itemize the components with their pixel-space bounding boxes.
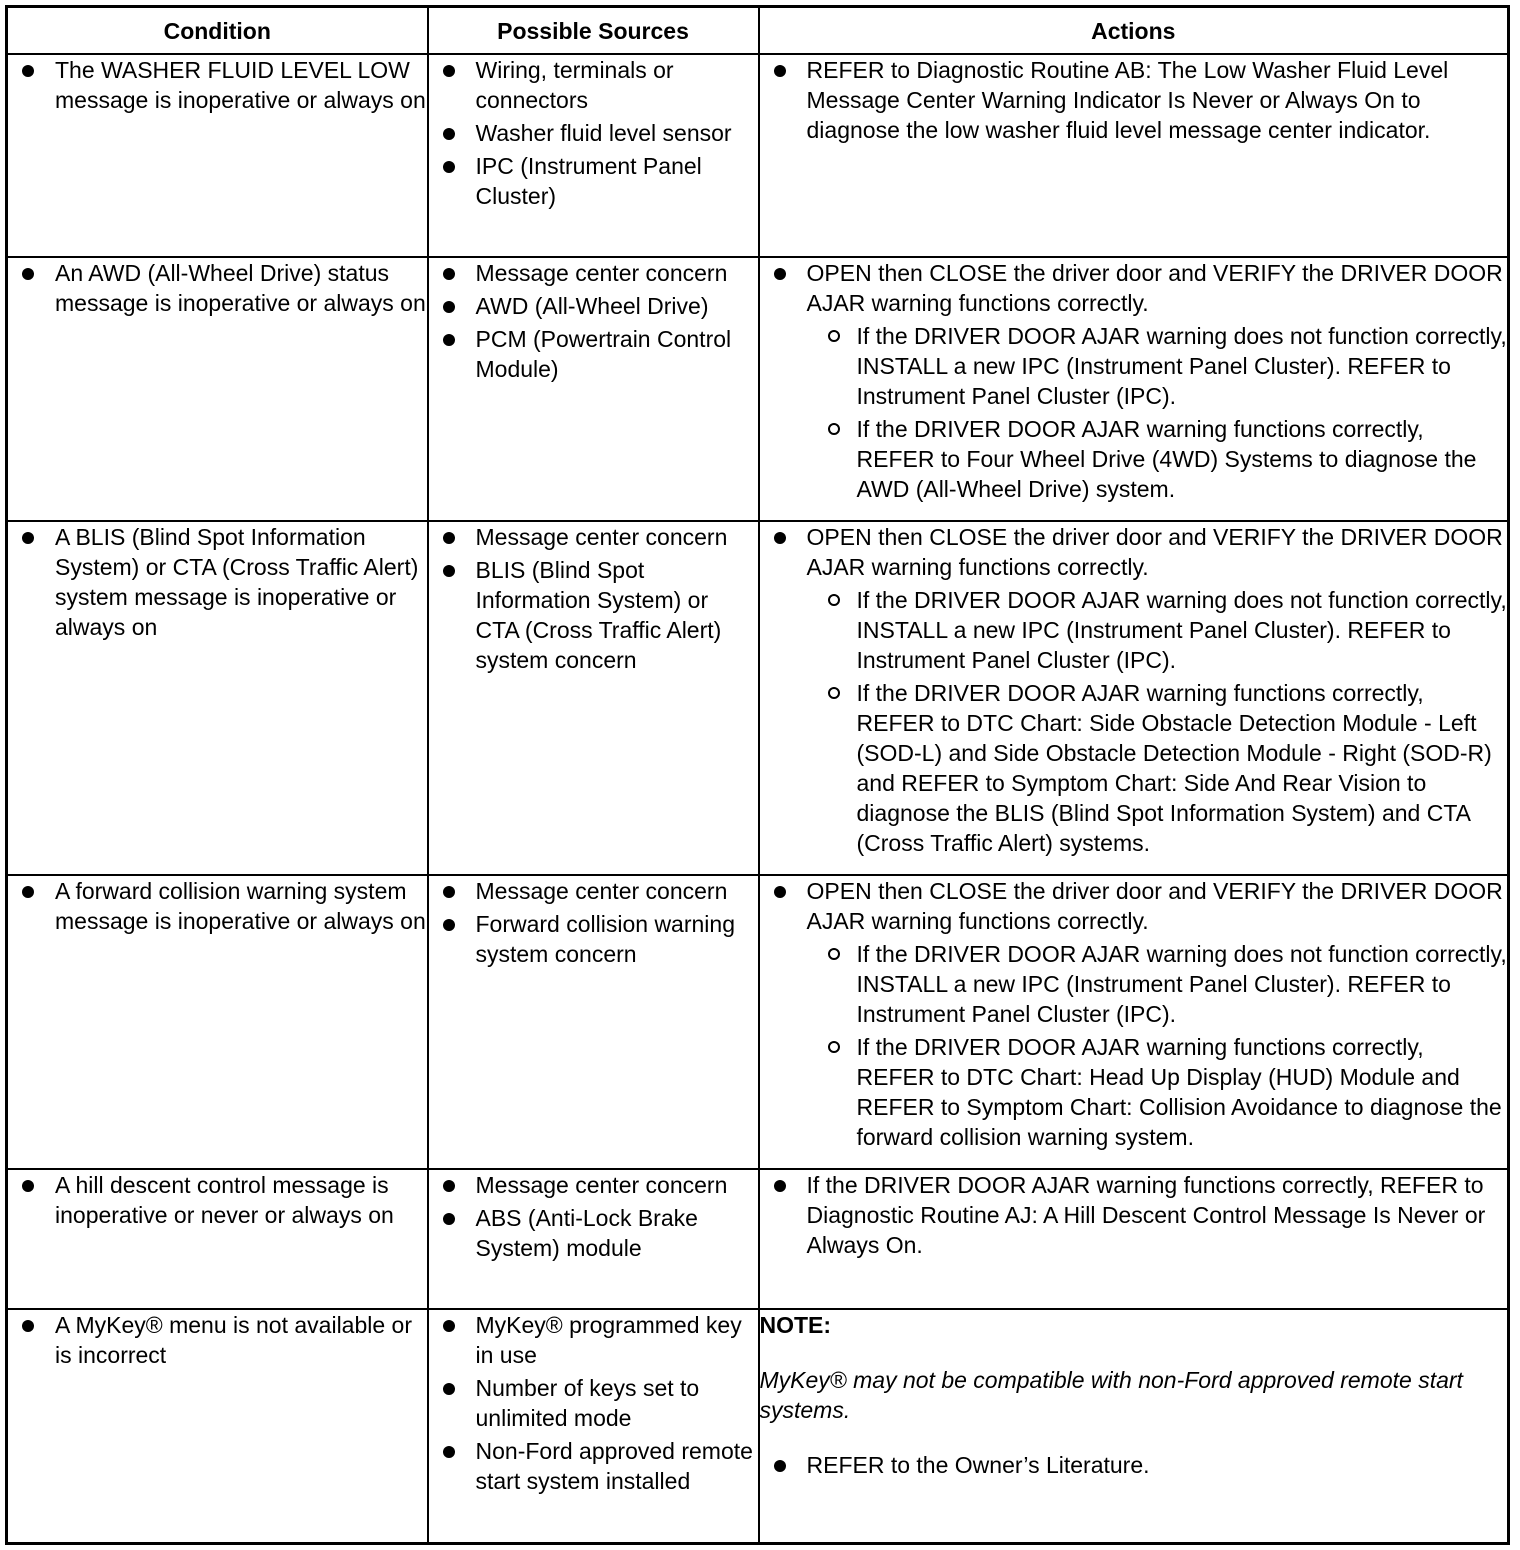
source-item: Message center concern (429, 1170, 758, 1200)
source-item: Number of keys set to unlimited mode (429, 1373, 758, 1433)
action-text: If the DRIVER DOOR AJAR warning functions correctly, REFER to Diagnostic Routine AJ: A Hill Descent Control Message Is Never or Always On. (760, 1170, 1508, 1260)
actions-cell (759, 1169, 1509, 1309)
source-item: Message center concern (429, 258, 758, 288)
sources-cell (428, 875, 759, 1169)
actions-cell (759, 54, 1509, 257)
sub-action-item: If the DRIVER DOOR AJAR warning does not function correctly, INSTALL a new IPC (Instrument Panel Cluster). REFER to Instrument Panel Cluster (IPC). (760, 321, 1508, 411)
condition-text: A BLIS (Blind Spot Information System) or CTA (Cross Traffic Alert) system message is inoperative or always on (8, 522, 427, 642)
action-text: OPEN then CLOSE the driver door and VERIFY the DRIVER DOOR AJAR warning functions correctly. (760, 876, 1508, 936)
sources-cell (428, 257, 759, 521)
action-text: REFER to the Owner’s Literature. (760, 1450, 1508, 1480)
source-item: MyKey® programmed key in use (429, 1310, 758, 1370)
source-item: ABS (Anti-Lock Brake System) module (429, 1203, 758, 1263)
actions-cell (759, 257, 1509, 521)
document-page (5, 5, 1507, 1545)
source-item: PCM (Powertrain Control Module) (429, 324, 758, 384)
table-row (7, 875, 1509, 1169)
table-row (7, 1169, 1509, 1309)
source-item: Non-Ford approved remote start system installed (429, 1436, 758, 1496)
actions-cell (759, 521, 1509, 875)
source-item: BLIS (Blind Spot Information System) or CTA (Cross Traffic Alert) system concern (429, 555, 758, 675)
header-actions: Actions (759, 7, 1509, 55)
sub-action-item: If the DRIVER DOOR AJAR warning functions correctly, REFER to DTC Chart: Head Up Display (HUD) Module and REFER to Symptom Chart: Collision Avoidance to diagnose the forward collision warning system. (760, 1032, 1508, 1152)
sources-cell (428, 1169, 759, 1309)
condition-cell (7, 1309, 428, 1543)
source-item: AWD (All-Wheel Drive) (429, 291, 758, 321)
header-condition: Condition (7, 7, 428, 55)
note-text: MyKey® may not be compatible with non-Ford approved remote start systems. (759, 1367, 1463, 1423)
action-text: OPEN then CLOSE the driver door and VERIFY the DRIVER DOOR AJAR warning functions correctly. (760, 522, 1508, 582)
source-item: IPC (Instrument Panel Cluster) (429, 151, 758, 211)
sources-cell (428, 54, 759, 257)
table-row (7, 1309, 1509, 1543)
sub-action-item: If the DRIVER DOOR AJAR warning does not function correctly, INSTALL a new IPC (Instrument Panel Cluster). REFER to Instrument Panel Cluster (IPC). (760, 939, 1508, 1029)
action-text: REFER to Diagnostic Routine AB: The Low Washer Fluid Level Message Center Warning Indicator Is Never or Always On to diagnose the low washer fluid level message center indicator. (760, 55, 1508, 145)
sources-cell (428, 521, 759, 875)
condition-text: An AWD (All-Wheel Drive) status message is inoperative or always on (8, 258, 427, 318)
actions-cell (759, 875, 1509, 1169)
sub-action-item: If the DRIVER DOOR AJAR warning functions correctly, REFER to Four Wheel Drive (4WD) Systems to diagnose the AWD (All-Wheel Drive) system. (760, 414, 1508, 504)
diagnostic-table (5, 5, 1510, 1545)
condition-cell (7, 1169, 428, 1309)
sub-action-item: If the DRIVER DOOR AJAR warning does not function correctly, INSTALL a new IPC (Instrument Panel Cluster). REFER to Instrument Panel Cluster (IPC). (760, 585, 1508, 675)
table-row (7, 257, 1509, 521)
table-row (7, 521, 1509, 875)
source-item: Message center concern (429, 876, 758, 906)
table-row (7, 54, 1509, 257)
source-item: Washer fluid level sensor (429, 118, 758, 148)
condition-text: A MyKey® menu is not available or is incorrect (8, 1310, 427, 1370)
condition-cell (7, 54, 428, 257)
condition-text: A forward collision warning system message is inoperative or always on (8, 876, 427, 936)
condition-cell (7, 257, 428, 521)
condition-text: The WASHER FLUID LEVEL LOW message is inoperative or always on (8, 55, 427, 115)
source-item: Forward collision warning system concern (429, 909, 758, 969)
header-possible-sources: Possible Sources (428, 7, 759, 55)
sources-cell (428, 1309, 759, 1543)
header-row (7, 7, 1509, 55)
source-item: Message center concern (429, 522, 758, 552)
source-item: Wiring, terminals or connectors (429, 55, 758, 115)
condition-text: A hill descent control message is inoperative or never or always on (8, 1170, 427, 1230)
action-text: OPEN then CLOSE the driver door and VERIFY the DRIVER DOOR AJAR warning functions correctly. (760, 258, 1508, 318)
note-label: NOTE: (759, 1312, 832, 1338)
condition-cell (7, 521, 428, 875)
sub-action-item: If the DRIVER DOOR AJAR warning functions correctly, REFER to DTC Chart: Side Obstacle Detection Module - Left (SOD-L) and Side Obstacle Detection Module - Right (SOD-R) and REFER to Symptom Chart: Side And Rear Vision to diagnose the BLIS (Blind Spot Information System) and CTA (Cross Traffic Alert) systems. (760, 678, 1508, 858)
actions-cell (759, 1309, 1509, 1543)
condition-cell (7, 875, 428, 1169)
